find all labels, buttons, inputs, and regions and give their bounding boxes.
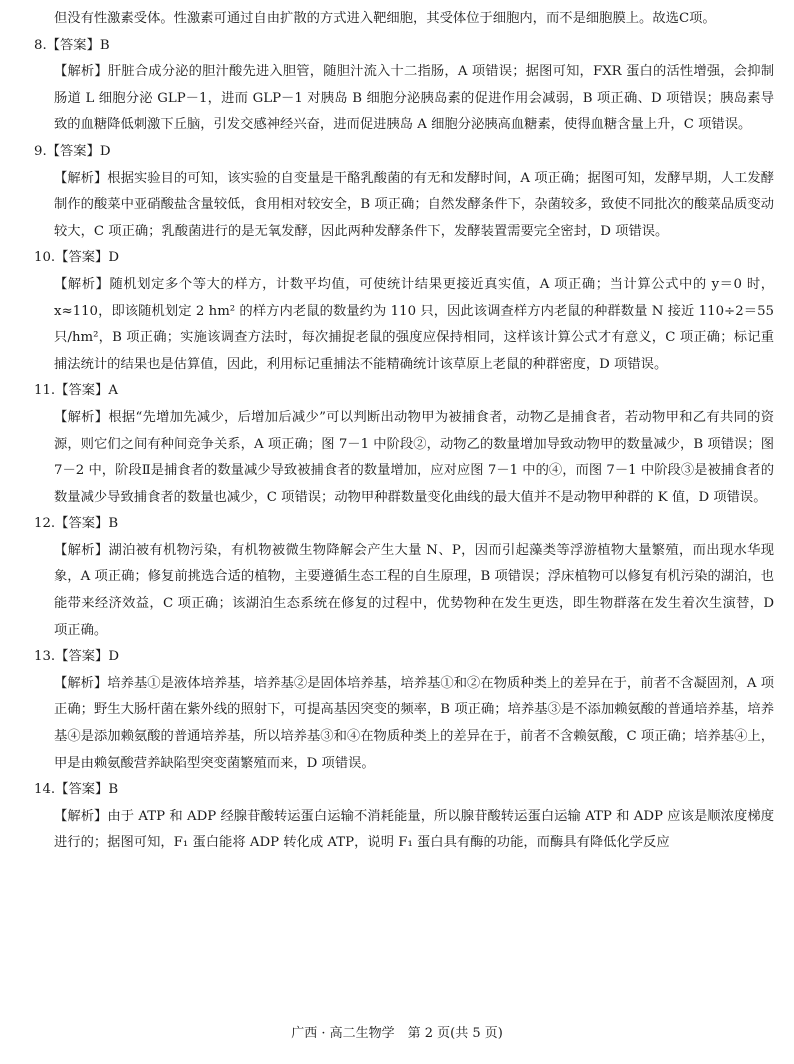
question-13-explanation: 【解析】培养基①是液体培养基，培养基②是固体培养基，培养基①和②在物质种类上的差异在于，前者不含凝固剂，A 项正确；野生大肠杆菌在紫外线的照射下，可提高基因突变的频率，B 项正确；培养基③是不添加赖氨酸的普通培养基，培养基④是添加赖氨酸的普通培养基，所以培养基③和④在物质种类上的差异在于，前者不含赖氨酸，C 项正确；培养基④上，甲是由赖氨酸营养缺陷型突变菌繁殖而来，D 项错误。 [54, 675, 774, 771]
question-8-explanation: 【解析】肝脏合成分泌的胆汁酸先进入胆管，随胆汁流入十二指肠，A 项错误；据图可知，FXR 蛋白的活性增强，会抑制肠道 L 细胞分泌 GLP－1，进而 GLP－1 对胰岛 B 细胞分泌胰岛素的促进作用会减弱，B 项正确、D 项错误；胰岛素导致的血糖降低刺激下丘脑，引发交感神经兴奋，进而促进胰岛 A 细胞分泌胰高血糖素，使得血糖含量上升，C 项错误。 [54, 64, 774, 133]
question-10 [34, 245, 774, 378]
question-10-answer: 10.【答案】D [34, 250, 119, 266]
question-13-answer: 13.【答案】D [34, 649, 119, 665]
question-11-answer: 11.【答案】A [34, 383, 118, 399]
question-13 [34, 644, 774, 777]
question-10-explanation: 【解析】随机划定多个等大的样方，计数平均值，可使统计结果更接近真实值，A 项正确；当计算公式中的 y＝0 时，x≈110，即该随机划定 2 hm² 的样方内老鼠的数量约为 110 只，因此该调查样方内老鼠的种群数量 N 接近 110÷2＝55 只/hm²，B 项正确；实施该调查方法时，每次捕捉老鼠的强度应保持相同，这样该计算公式才有意义，C 项正确；标记重捕法统计的结果也是估算值，因此，利用标记重捕法不能精确统计该草原上老鼠的种群密度，D 项错误。 [54, 276, 774, 372]
question-12-explanation: 【解析】湖泊被有机物污染，有机物被微生物降解会产生大量 N、P，因而引起藻类等浮游植物大量繁殖，而出现水华现象，A 项正确；修复前挑选合适的植物，主要遵循生态工程的自生原理，B 项错误；浮床植物可以修复有机污染的湖泊，也能带来经济效益，C 项正确；该湖泊生态系统在修复的过程中，优势物种在发生更迭，即生物群落在发生着次生演替，D 项正确。 [54, 542, 774, 638]
question-8 [34, 33, 774, 139]
answer-content [34, 6, 774, 857]
intro-paragraph: 但没有性激素受体。性激素可通过自由扩散的方式进入靶细胞，其受体位于细胞内，而不是细胞膜上。故选C项。 [54, 11, 716, 26]
question-8-answer: 8.【答案】B [34, 37, 110, 53]
question-11-explanation: 【解析】根据“先增加先减少，后增加后减少”可以判断出动物甲为被捕食者，动物乙是捕食者，若动物甲和乙有共同的资源，则它们之间有种间竞争关系，A 项正确；图 7－1 中阶段②，动物乙的数量增加导致动物甲的数量减少，B 项错误；图 7－2 中，阶段Ⅱ是捕食者的数量减少导致被捕食者的数量增加，应对应图 7－1 中的④，而图 7－1 中阶段③是被捕食者的数量减少导致捕食者的数量也减少，C 项错误；动物甲种群数量变化曲线的最大值并不是动物甲种群的 K 值，D 项错误。 [54, 409, 774, 505]
question-14 [34, 777, 774, 857]
question-12-answer: 12.【答案】B [34, 516, 119, 532]
question-9 [34, 139, 774, 245]
question-12 [34, 511, 774, 644]
question-11 [34, 378, 774, 511]
question-9-answer: 9.【答案】D [34, 143, 111, 159]
question-14-answer: 14.【答案】B [34, 782, 119, 798]
question-9-explanation: 【解析】根据实验目的可知，该实验的自变量是干酪乳酸菌的有无和发酵时间，A 项正确；据图可知，发酵早期，人工发酵制作的酸菜中亚硝酸盐含量较低，食用相对较安全，B 项正确；自然发酵条件下，杂菌较多，致使不同批次的酸菜品质变动较大，C 项正确；乳酸菌进行的是无氧发酵，因此两种发酵条件下，发酵装置需要完全密封，D 项错误。 [54, 170, 774, 239]
question-14-explanation: 【解析】由于 ATP 和 ADP 经腺苷酸转运蛋白运输不消耗能量，所以腺苷酸转运蛋白运输 ATP 和 ADP 应该是顺浓度梯度进行的；据图可知，F₁ 蛋白能将 ADP 转化成 ATP，说明 F₁ 蛋白具有酶的功能，而酶具有降低化学反应 [54, 808, 774, 851]
page-footer: 广西 · 高二生物学 第 2 页(共 5 页) [291, 1026, 503, 1041]
